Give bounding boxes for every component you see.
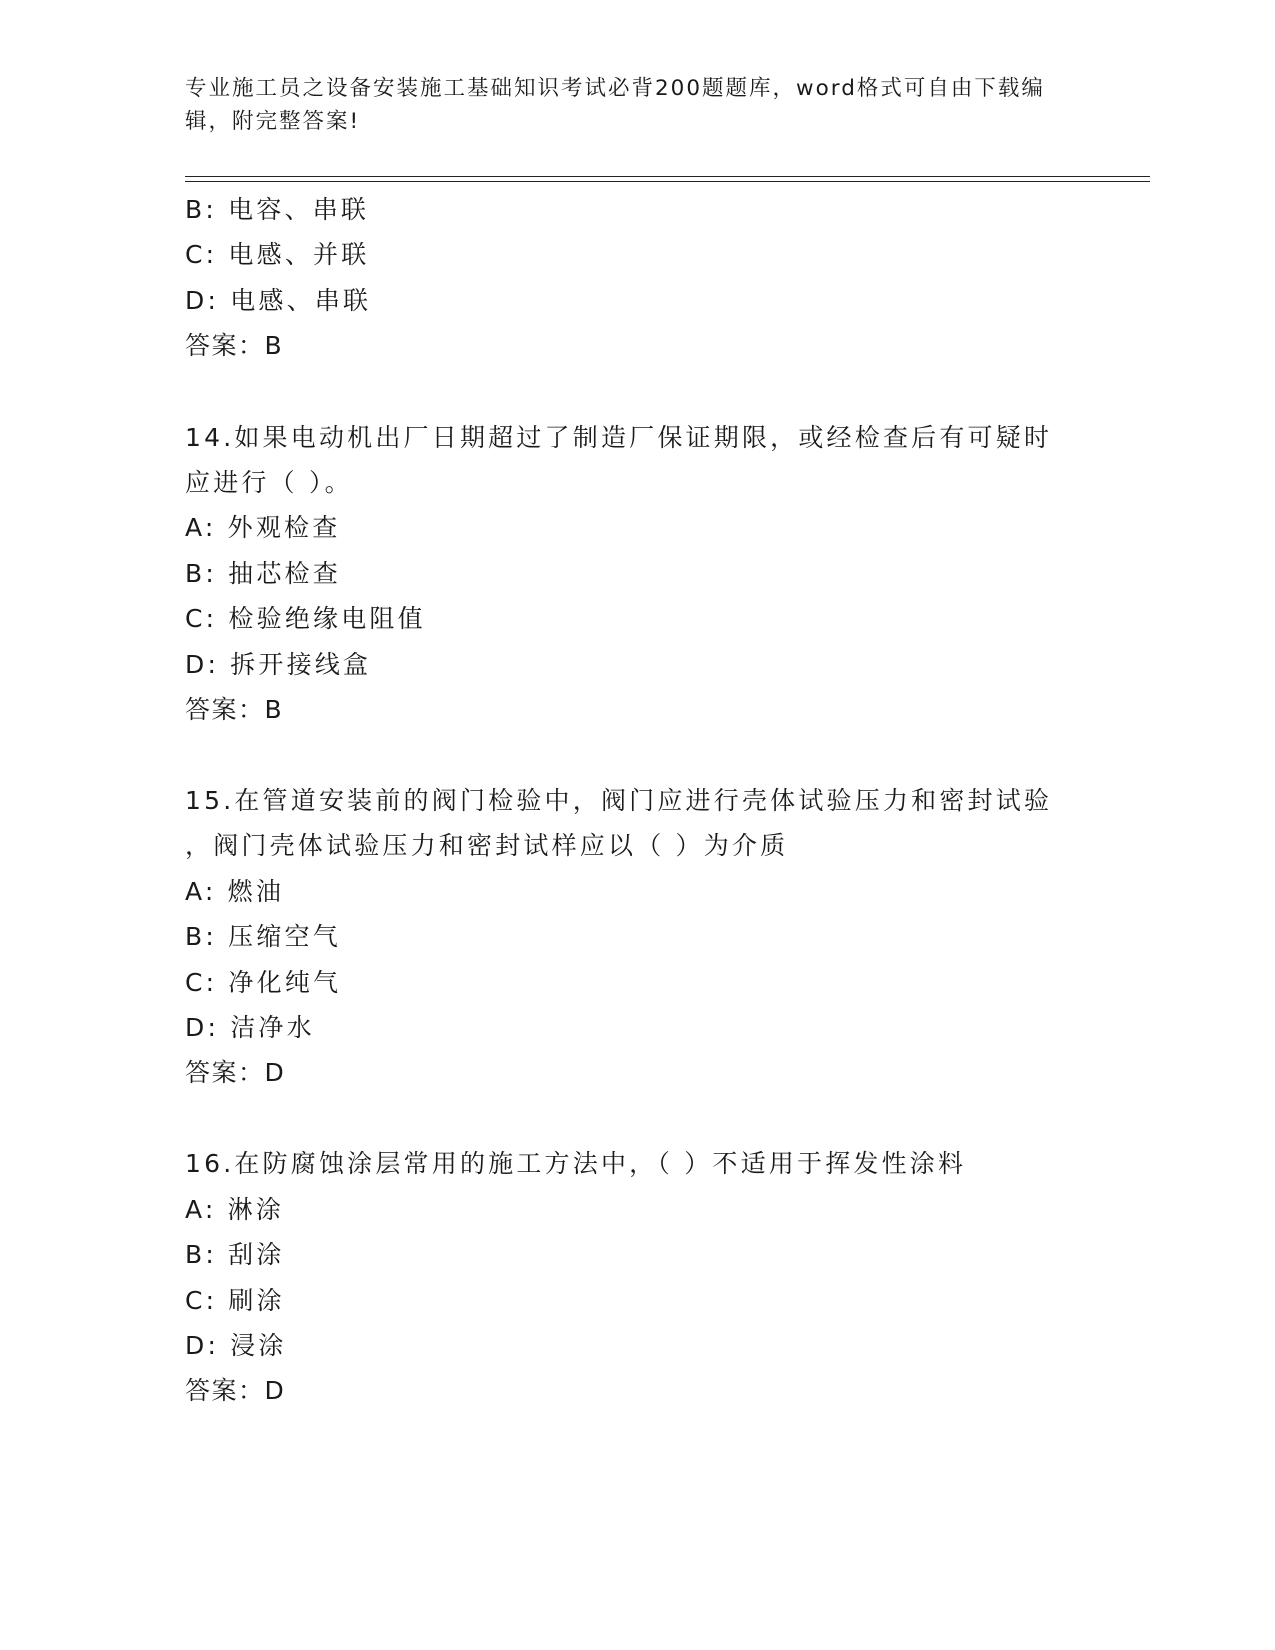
q13-option-d: D: 电感、串联 [185, 286, 372, 315]
q15-option-d: D: 洁净水 [185, 1013, 315, 1042]
document-header: 专业施工员之设备安装施工基础知识考试必背200题题库，word格式可自由下载编辑，附完整答案! [185, 76, 1045, 134]
q14-stem-line-1: 14.如果电动机出厂日期超过了制造厂保证期限，或经检查后有可疑时 [185, 423, 1053, 452]
q14-option-a: A: 外观检查 [185, 513, 341, 542]
q16-answer: 答案：D [185, 1376, 286, 1405]
q13-option-c: C: 电感、并联 [185, 240, 370, 269]
q15-option-c: C: 净化纯气 [185, 968, 342, 997]
q14-option-c: C: 检验绝缘电阻值 [185, 604, 426, 633]
q13-answer: 答案：B [185, 331, 284, 360]
header-rule-bottom [185, 181, 1150, 182]
header-rule-top [185, 176, 1150, 177]
q13-option-b: B: 电容、串联 [185, 195, 370, 224]
q14-option-d: D: 拆开接线盒 [185, 650, 372, 679]
q14-option-b: B: 抽芯检查 [185, 559, 341, 588]
q15-stem-line-2: ，阀门壳体试验压力和密封试样应以（ ）为介质 [185, 831, 789, 860]
q15-option-b: B: 压缩空气 [185, 922, 341, 951]
q14-answer: 答案：B [185, 695, 284, 724]
q15-option-a: A: 燃油 [185, 877, 285, 906]
q15-answer: 答案：D [185, 1058, 286, 1087]
q16-option-b: B: 刮涂 [185, 1240, 285, 1269]
q16-option-a: A: 淋涂 [185, 1195, 285, 1224]
q16-option-c: C: 刷涂 [185, 1286, 285, 1315]
q14-stem-line-2: 应进行（ ）。 [185, 468, 353, 497]
q16-option-d: D: 浸涂 [185, 1331, 287, 1360]
q15-stem-line-1: 15.在管道安装前的阀门检验中，阀门应进行壳体试验压力和密封试验 [185, 786, 1053, 815]
q16-stem-line-1: 16.在防腐蚀涂层常用的施工方法中，（ ）不适用于挥发性涂料 [185, 1149, 967, 1178]
